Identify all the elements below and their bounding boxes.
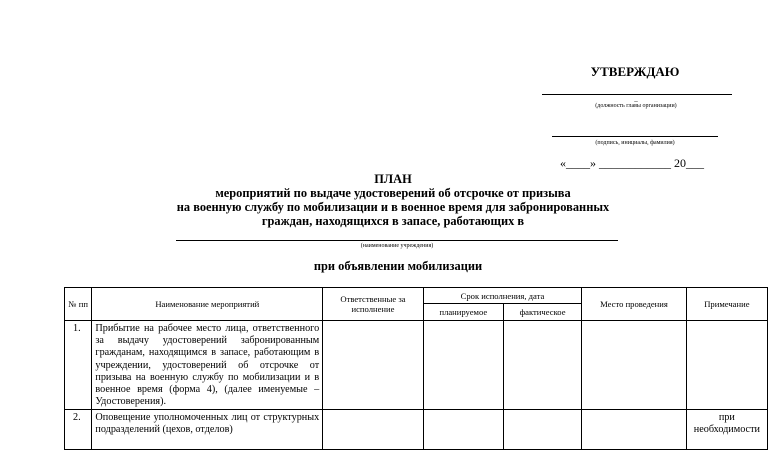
- plan-table: [64, 287, 768, 450]
- position-caption: (должность главы организации): [595, 103, 677, 109]
- header-name: Наименование мероприятий: [92, 288, 323, 321]
- position-dash: _: [634, 95, 638, 103]
- plan-line-2: на военную службу по мобилизации и в военное время для забронированных: [176, 200, 610, 214]
- row-name: Оповещение уполномоченных лиц от структурных подразделений (цехов, отделов): [92, 410, 323, 450]
- table-row: [65, 321, 768, 410]
- table-row: [65, 410, 768, 450]
- plan-heading: [0, 172, 768, 228]
- row-note: при необходимости: [686, 410, 767, 450]
- signature-caption: (подпись, инициалы, фамилия): [595, 140, 675, 146]
- plan-title: ПЛАН: [374, 172, 412, 186]
- organization-caption: (наименование учреждения): [360, 243, 434, 249]
- organization-line: [176, 240, 618, 241]
- approve-title: УТВЕРЖДАЮ: [590, 64, 680, 79]
- row-num: 2.: [65, 410, 92, 450]
- approval-date-line: «____» ____________ 20___: [560, 156, 704, 170]
- row-actual: [503, 410, 581, 450]
- row-place: [582, 410, 687, 450]
- row-note: [686, 321, 767, 410]
- header-note: Примечание: [686, 288, 767, 321]
- header-deadline: Срок исполнения, дата: [423, 288, 581, 304]
- signature-line: [552, 136, 718, 137]
- header-responsible: Ответственные за исполнение: [323, 288, 424, 321]
- plan-line-1: мероприятий по выдаче удостоверений об отсрочке от призыва: [215, 186, 571, 200]
- row-num: 1.: [65, 321, 92, 410]
- row-planned: [423, 410, 503, 450]
- mobilization-heading: при объявлении мобилизации: [313, 259, 483, 273]
- header-num: № пп: [65, 288, 92, 321]
- row-name: Прибытие на рабочее место лица, ответственного за выдачу удостоверений забронированным гражданам, находящимся в запасе, работающим в учреждении, удостоверений об отсрочке от призыва на военную службу по мобилизации и в военное время (форма 4), (далее именуемые – Удостоверения).: [92, 321, 323, 410]
- row-responsible: [323, 321, 424, 410]
- row-planned: [423, 321, 503, 410]
- plan-line-3: граждан, находящихся в запасе, работающих в: [261, 214, 525, 228]
- header-actual: фактическое: [503, 304, 581, 321]
- approval-block: [540, 64, 732, 170]
- header-place: Место проведения: [582, 288, 687, 321]
- row-responsible: [323, 410, 424, 450]
- row-place: [582, 321, 687, 410]
- header-planned: планируемое: [423, 304, 503, 321]
- row-actual: [503, 321, 581, 410]
